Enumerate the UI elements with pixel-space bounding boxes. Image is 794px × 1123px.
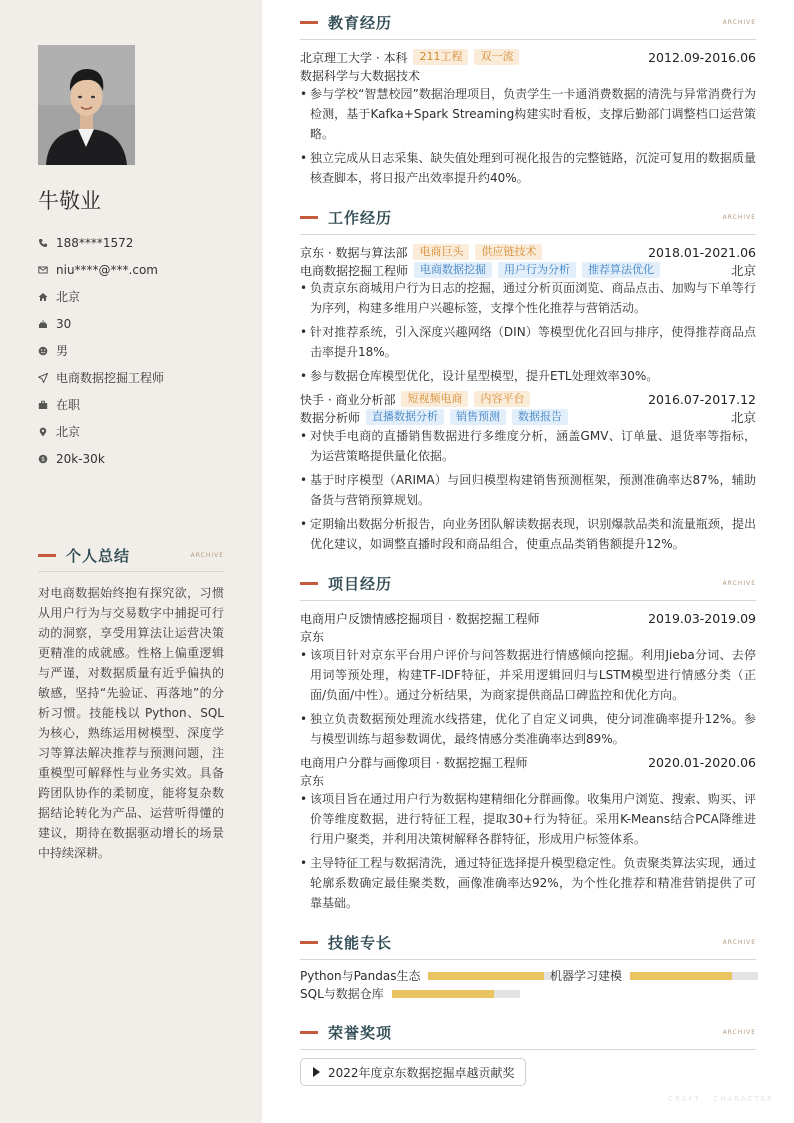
home-icon <box>38 292 48 302</box>
job-role-row <box>300 408 756 426</box>
list-item: • 针对推荐系统，引入深度兴趣网络（DIN）等模型优化召回与排序，使得推荐商品点击率提升18%。 <box>300 322 756 362</box>
list-item: • 参与数据仓库模型优化，设计星型模型，提升ETL处理效率30%。 <box>300 366 756 386</box>
role-badge: 用户行为分析 <box>498 262 576 278</box>
salary-text: 20k-30k <box>56 451 105 466</box>
company-badge: 电商巨头 <box>413 244 469 260</box>
info-email <box>38 256 164 283</box>
list-item: • 独立完成从日志采集、缺失值处理到可视化报告的完整链路，沉淀可复用的数据质量核查脚本，将日报产出效率提升约40%。 <box>300 148 756 188</box>
role-badge: 推荐算法优化 <box>582 262 660 278</box>
job-role: 数据分析师 <box>300 410 361 425</box>
job-date: 2018.01-2021.06 <box>648 244 756 260</box>
summary-tag: ARCHIVE <box>190 552 224 559</box>
status-text: 在职 <box>56 398 81 412</box>
watermark: CRAFT · CHARACTER <box>668 1095 774 1103</box>
target-city-text: 北京 <box>56 425 81 439</box>
work-divider <box>300 234 756 235</box>
age-text: 30 <box>56 316 72 331</box>
briefcase-icon <box>38 400 48 410</box>
location-text: 北京 <box>56 290 81 304</box>
contact-info-list <box>38 229 164 472</box>
job-city: 北京 <box>730 263 756 278</box>
summary-divider <box>38 571 224 572</box>
project-title-row <box>300 753 756 771</box>
skills-title: 技能专长 <box>328 934 393 952</box>
projects-divider <box>300 600 756 601</box>
list-item: • 该项目针对京东平台用户评价与问答数据进行情感倾向挖掘。利用Jieba分词、去停用词等预处理，构建TF-IDF特征，并采用逻辑回归与LSTM模型进行情感分类（正面/负面/中性）。通过分析结果，为商家提供商品口碑监控和优化方向。 <box>300 645 756 705</box>
skill-bar <box>392 990 520 998</box>
summary-title: 个人总结 <box>66 547 131 565</box>
work-tag: ARCHIVE <box>722 214 756 221</box>
awards-title: 荣誉奖项 <box>328 1024 393 1042</box>
job-date: 2016.07-2017.12 <box>648 391 756 407</box>
education-divider <box>300 39 756 40</box>
profile-photo <box>38 45 135 165</box>
list-item: • 定期输出数据分析报告，向业务团队解读数据表现，识别爆款品类和流量瓶颈，提出优化建议，如调整直播时段和商品组合，使重点品类销售额提升12%。 <box>300 514 756 554</box>
info-target-city <box>38 418 164 445</box>
skill-fill <box>428 972 543 980</box>
project-org-row <box>300 771 756 789</box>
education-bullets <box>300 84 756 192</box>
skills-divider <box>300 959 756 960</box>
pin-icon <box>38 427 48 437</box>
skill-fill <box>630 972 732 980</box>
school-badge: 双一流 <box>474 49 519 65</box>
role-badge: 销售预测 <box>450 409 506 425</box>
skill-name: Python与Pandas生态 <box>300 969 421 983</box>
info-location <box>38 283 164 310</box>
coin-icon <box>38 454 48 464</box>
phone-text: 188****1572 <box>56 235 134 250</box>
job-bullets <box>300 426 756 558</box>
award-text: 2022年度京东数据挖掘卓越贡献奖 <box>328 1065 515 1080</box>
skills-header <box>300 932 756 953</box>
skill-name: 机器学习建模 <box>550 969 623 983</box>
school-name: 北京理工大学 · 本科 <box>300 50 408 65</box>
info-target-role <box>38 364 164 391</box>
school-badge: 211工程 <box>413 49 468 65</box>
summary-header <box>38 545 224 566</box>
job-role-row <box>300 261 756 279</box>
list-item: • 对快手电商的直播销售数据进行多维度分析，涵盖GMV、订单量、退货率等指标，为运营策略提供量化依据。 <box>300 426 756 466</box>
skill-bar <box>630 972 758 980</box>
project-bullets <box>300 645 756 753</box>
gender-text: 男 <box>56 344 69 358</box>
project-name: 电商用户反馈情感挖掘项目 · 数据挖掘工程师 <box>300 611 540 626</box>
job-company-row <box>300 243 756 261</box>
company-badge: 短视频电商 <box>401 391 468 407</box>
project-name: 电商用户分群与画像项目 · 数据挖掘工程师 <box>300 755 528 770</box>
skill-item <box>550 967 758 984</box>
awards-tag: ARCHIVE <box>722 1029 756 1036</box>
education-tag: ARCHIVE <box>722 19 756 26</box>
project-org: 京东 <box>300 773 325 788</box>
candidate-name: 牛敬业 <box>38 189 101 213</box>
job-city: 北京 <box>730 410 756 425</box>
role-badge: 电商数据挖掘 <box>414 262 492 278</box>
list-item: • 参与学校“智慧校园”数据治理项目，负责学生一卡通消费数据的清洗与异常消费行为检测，基于Kafka+Spark Streaming构建实时看板，支撑后勤部门调整档口运营策略。 <box>300 84 756 144</box>
job-company: 京东 · 数据与算法部 <box>300 245 408 260</box>
skills-tag: ARCHIVE <box>722 939 756 946</box>
list-item: • 负责京东商城用户行为日志的挖掘，通过分析页面浏览、商品点击、加购与下单等行为序列，构建多维用户兴趣标签，支撑个性化推荐与营销活动。 <box>300 278 756 318</box>
company-badge: 供应链技术 <box>475 244 542 260</box>
cake-icon <box>38 319 48 329</box>
info-salary <box>38 445 164 472</box>
work-title: 工作经历 <box>328 209 393 227</box>
company-badge: 内容平台 <box>474 391 530 407</box>
project-date: 2020.01-2020.06 <box>648 754 756 770</box>
skill-name: SQL与数据仓库 <box>300 987 384 1001</box>
info-phone <box>38 229 164 256</box>
education-title: 教育经历 <box>328 14 393 32</box>
mail-icon <box>38 265 48 275</box>
job-company: 快手 · 商业分析部 <box>300 392 396 407</box>
summary-text: 对电商数据始终抱有探究欲，习惯从用户行为与交易数字中捕捉可行动的洞察，享受用算法让运营决策更精准的成就感。性格上偏重逻辑与严谨，对数据质量有近乎偏执的敏感，坚持“先验证、再落地”的分析习惯。技能栈以 Python、SQL 为核心，熟练运用树模型、深度学习等算法解决推荐与预测问题，注重模型可解释性与业务实效。具备跨团队协作的柔韧度，能将复杂数据结论转化为产品、运营听得懂的建议，期待在数据驱动增长的场景中持续深耕。 <box>38 586 224 860</box>
project-org: 京东 <box>300 629 325 644</box>
work-header <box>300 207 756 228</box>
project-title-row <box>300 609 756 627</box>
education-date: 2012.09-2016.06 <box>648 49 756 65</box>
smile-icon <box>38 346 48 356</box>
skill-item <box>300 985 520 1002</box>
role-badge: 数据报告 <box>512 409 568 425</box>
education-header <box>300 12 756 33</box>
awards-header <box>300 1022 756 1043</box>
list-item: • 该项目旨在通过用户行为数据构建精细化分群画像。收集用户浏览、搜索、购买、评价等维度数据，进行特征工程，提取30+行为特征。采用K-Means结合PCA降维进行用户聚类，并利用决策树解释各群特征，形成用户标签体系。 <box>300 789 756 849</box>
award-item <box>300 1058 526 1086</box>
projects-title: 项目经历 <box>328 575 393 593</box>
target-role-text: 电商数据挖掘工程师 <box>56 371 165 385</box>
info-gender <box>38 337 164 364</box>
education-major-row <box>300 66 756 84</box>
role-badge: 直播数据分析 <box>366 409 444 425</box>
send-icon <box>38 373 48 383</box>
projects-tag: ARCHIVE <box>722 580 756 587</box>
project-bullets <box>300 789 756 917</box>
project-date: 2019.03-2019.09 <box>648 610 756 626</box>
info-status <box>38 391 164 418</box>
list-item: • 主导特征工程与数据清洗，通过特征选择提升模型稳定性。负责聚类算法实现，通过轮廓系数确定最佳聚类数，画像准确率达92%，为个性化推荐和精准营销提供了可靠基础。 <box>300 853 756 913</box>
list-item: • 独立负责数据预处理流水线搭建，优化了自定义词典，使分词准确率提升12%。参与模型训练与超参数调优，最终情感分类准确率达到89%。 <box>300 709 756 749</box>
skill-bar <box>428 972 556 980</box>
svg-text:$: $ <box>41 455 45 463</box>
list-item: • 基于时序模型（ARIMA）与回归模型构建销售预测框架，预测准确率达87%，辅助备货与营销预算规划。 <box>300 470 756 510</box>
projects-header <box>300 573 756 594</box>
awards-divider <box>300 1049 756 1050</box>
play-icon <box>313 1067 320 1077</box>
skill-fill <box>392 990 494 998</box>
phone-icon <box>38 238 48 248</box>
job-bullets <box>300 278 756 390</box>
job-role: 电商数据挖掘工程师 <box>300 263 409 278</box>
project-org-row <box>300 627 756 645</box>
skill-item <box>300 967 556 984</box>
job-company-row <box>300 390 756 408</box>
major-name: 数据科学与大数据技术 <box>300 68 421 83</box>
email-text: niu****@***.com <box>56 262 158 277</box>
education-school-row <box>300 48 756 66</box>
info-age <box>38 310 164 337</box>
